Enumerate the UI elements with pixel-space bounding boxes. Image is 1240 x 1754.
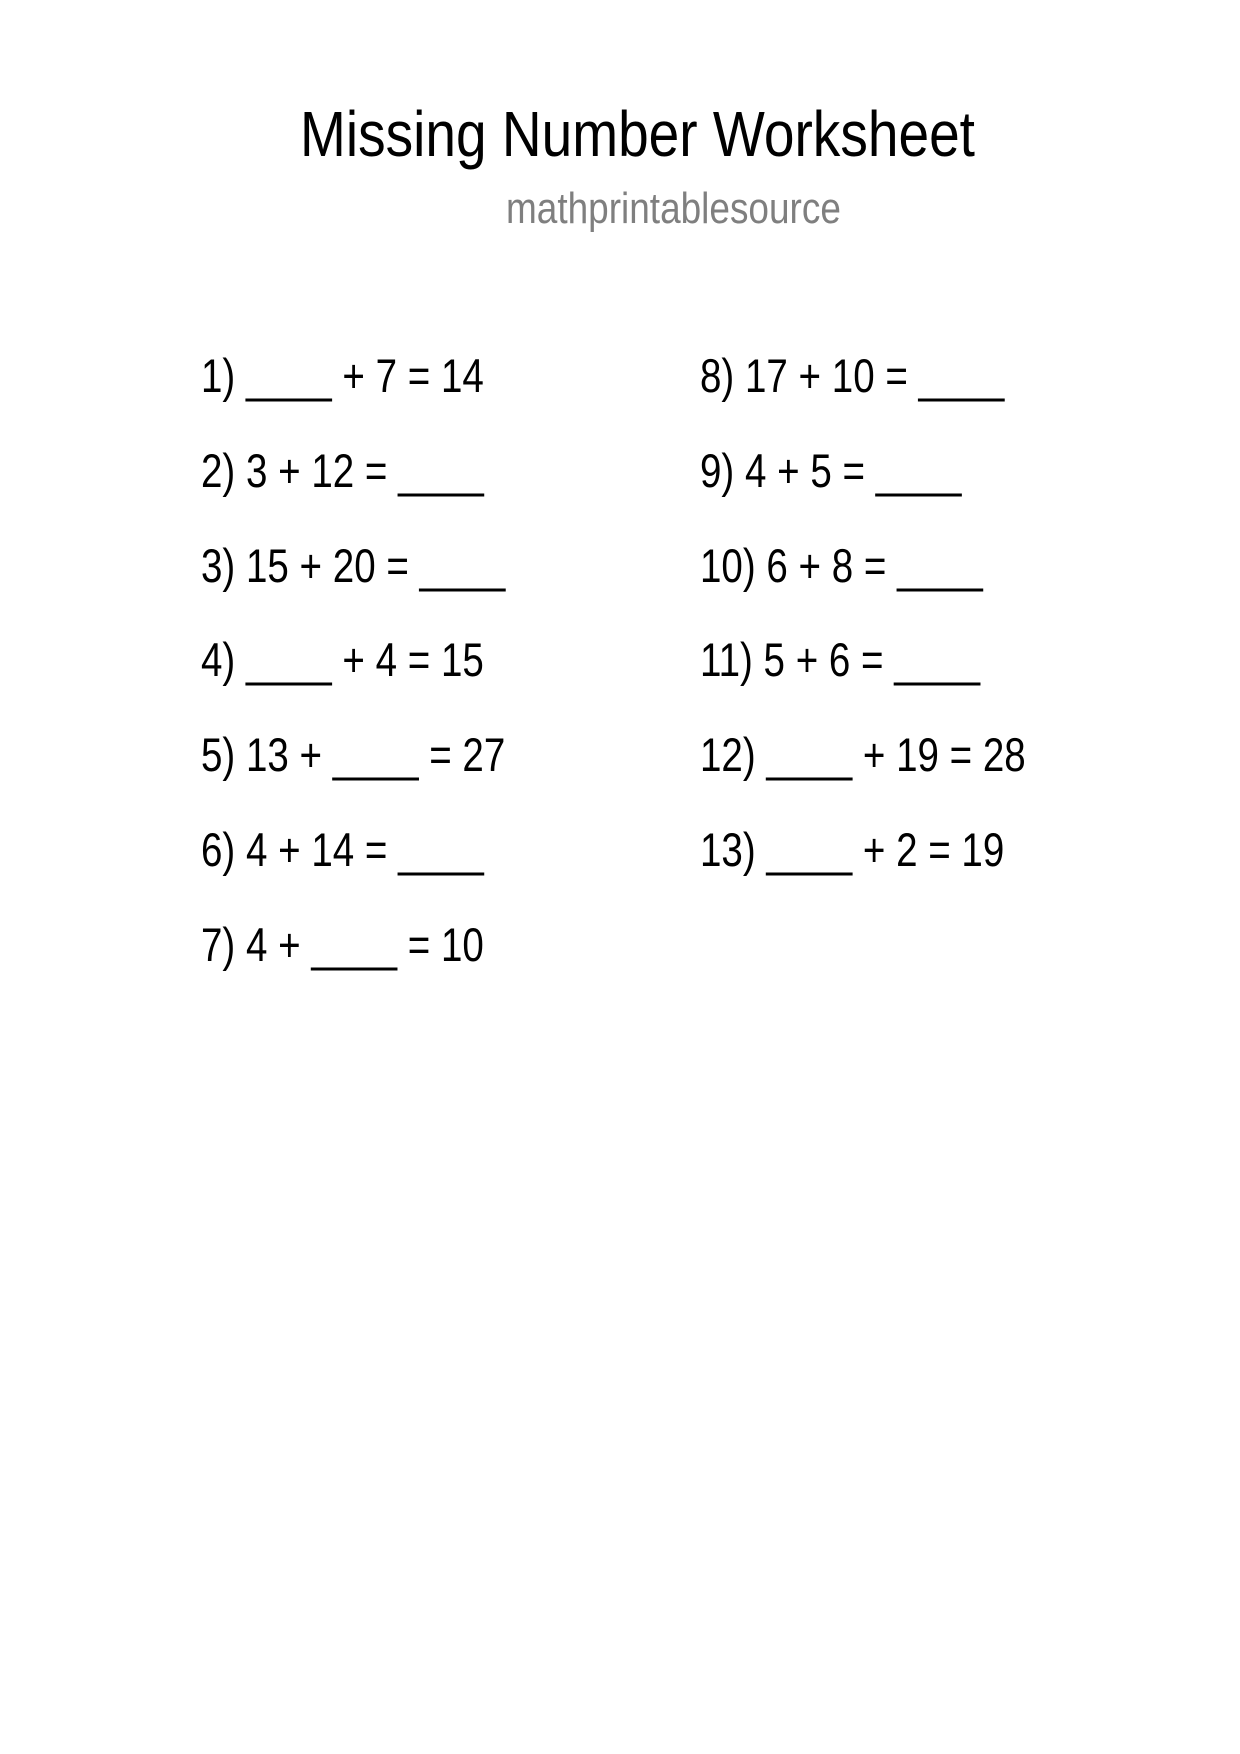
problem-1: 1) ____ + 7 = 14 — [201, 349, 484, 402]
problem-10: 10) 6 + 8 = ____ — [700, 539, 983, 592]
problem-3: 3) 15 + 20 = ____ — [201, 539, 506, 592]
problem-13: 13) ____ + 2 = 19 — [700, 823, 1005, 876]
problem-6: 6) 4 + 14 = ____ — [201, 823, 484, 876]
worksheet-title: Missing Number Worksheet — [300, 98, 975, 170]
problem-12: 12) ____ + 19 = 28 — [700, 728, 1026, 781]
problem-9: 9) 4 + 5 = ____ — [700, 444, 962, 497]
problem-4: 4) ____ + 4 = 15 — [201, 633, 484, 686]
problem-8: 8) 17 + 10 = ____ — [700, 349, 1005, 402]
worksheet-source: mathprintablesource — [506, 184, 841, 233]
problem-5: 5) 13 + ____ = 27 — [201, 728, 506, 781]
problem-11: 11) 5 + 6 = ____ — [700, 633, 981, 686]
problem-2: 2) 3 + 12 = ____ — [201, 444, 484, 497]
problem-7: 7) 4 + ____ = 10 — [201, 918, 484, 971]
